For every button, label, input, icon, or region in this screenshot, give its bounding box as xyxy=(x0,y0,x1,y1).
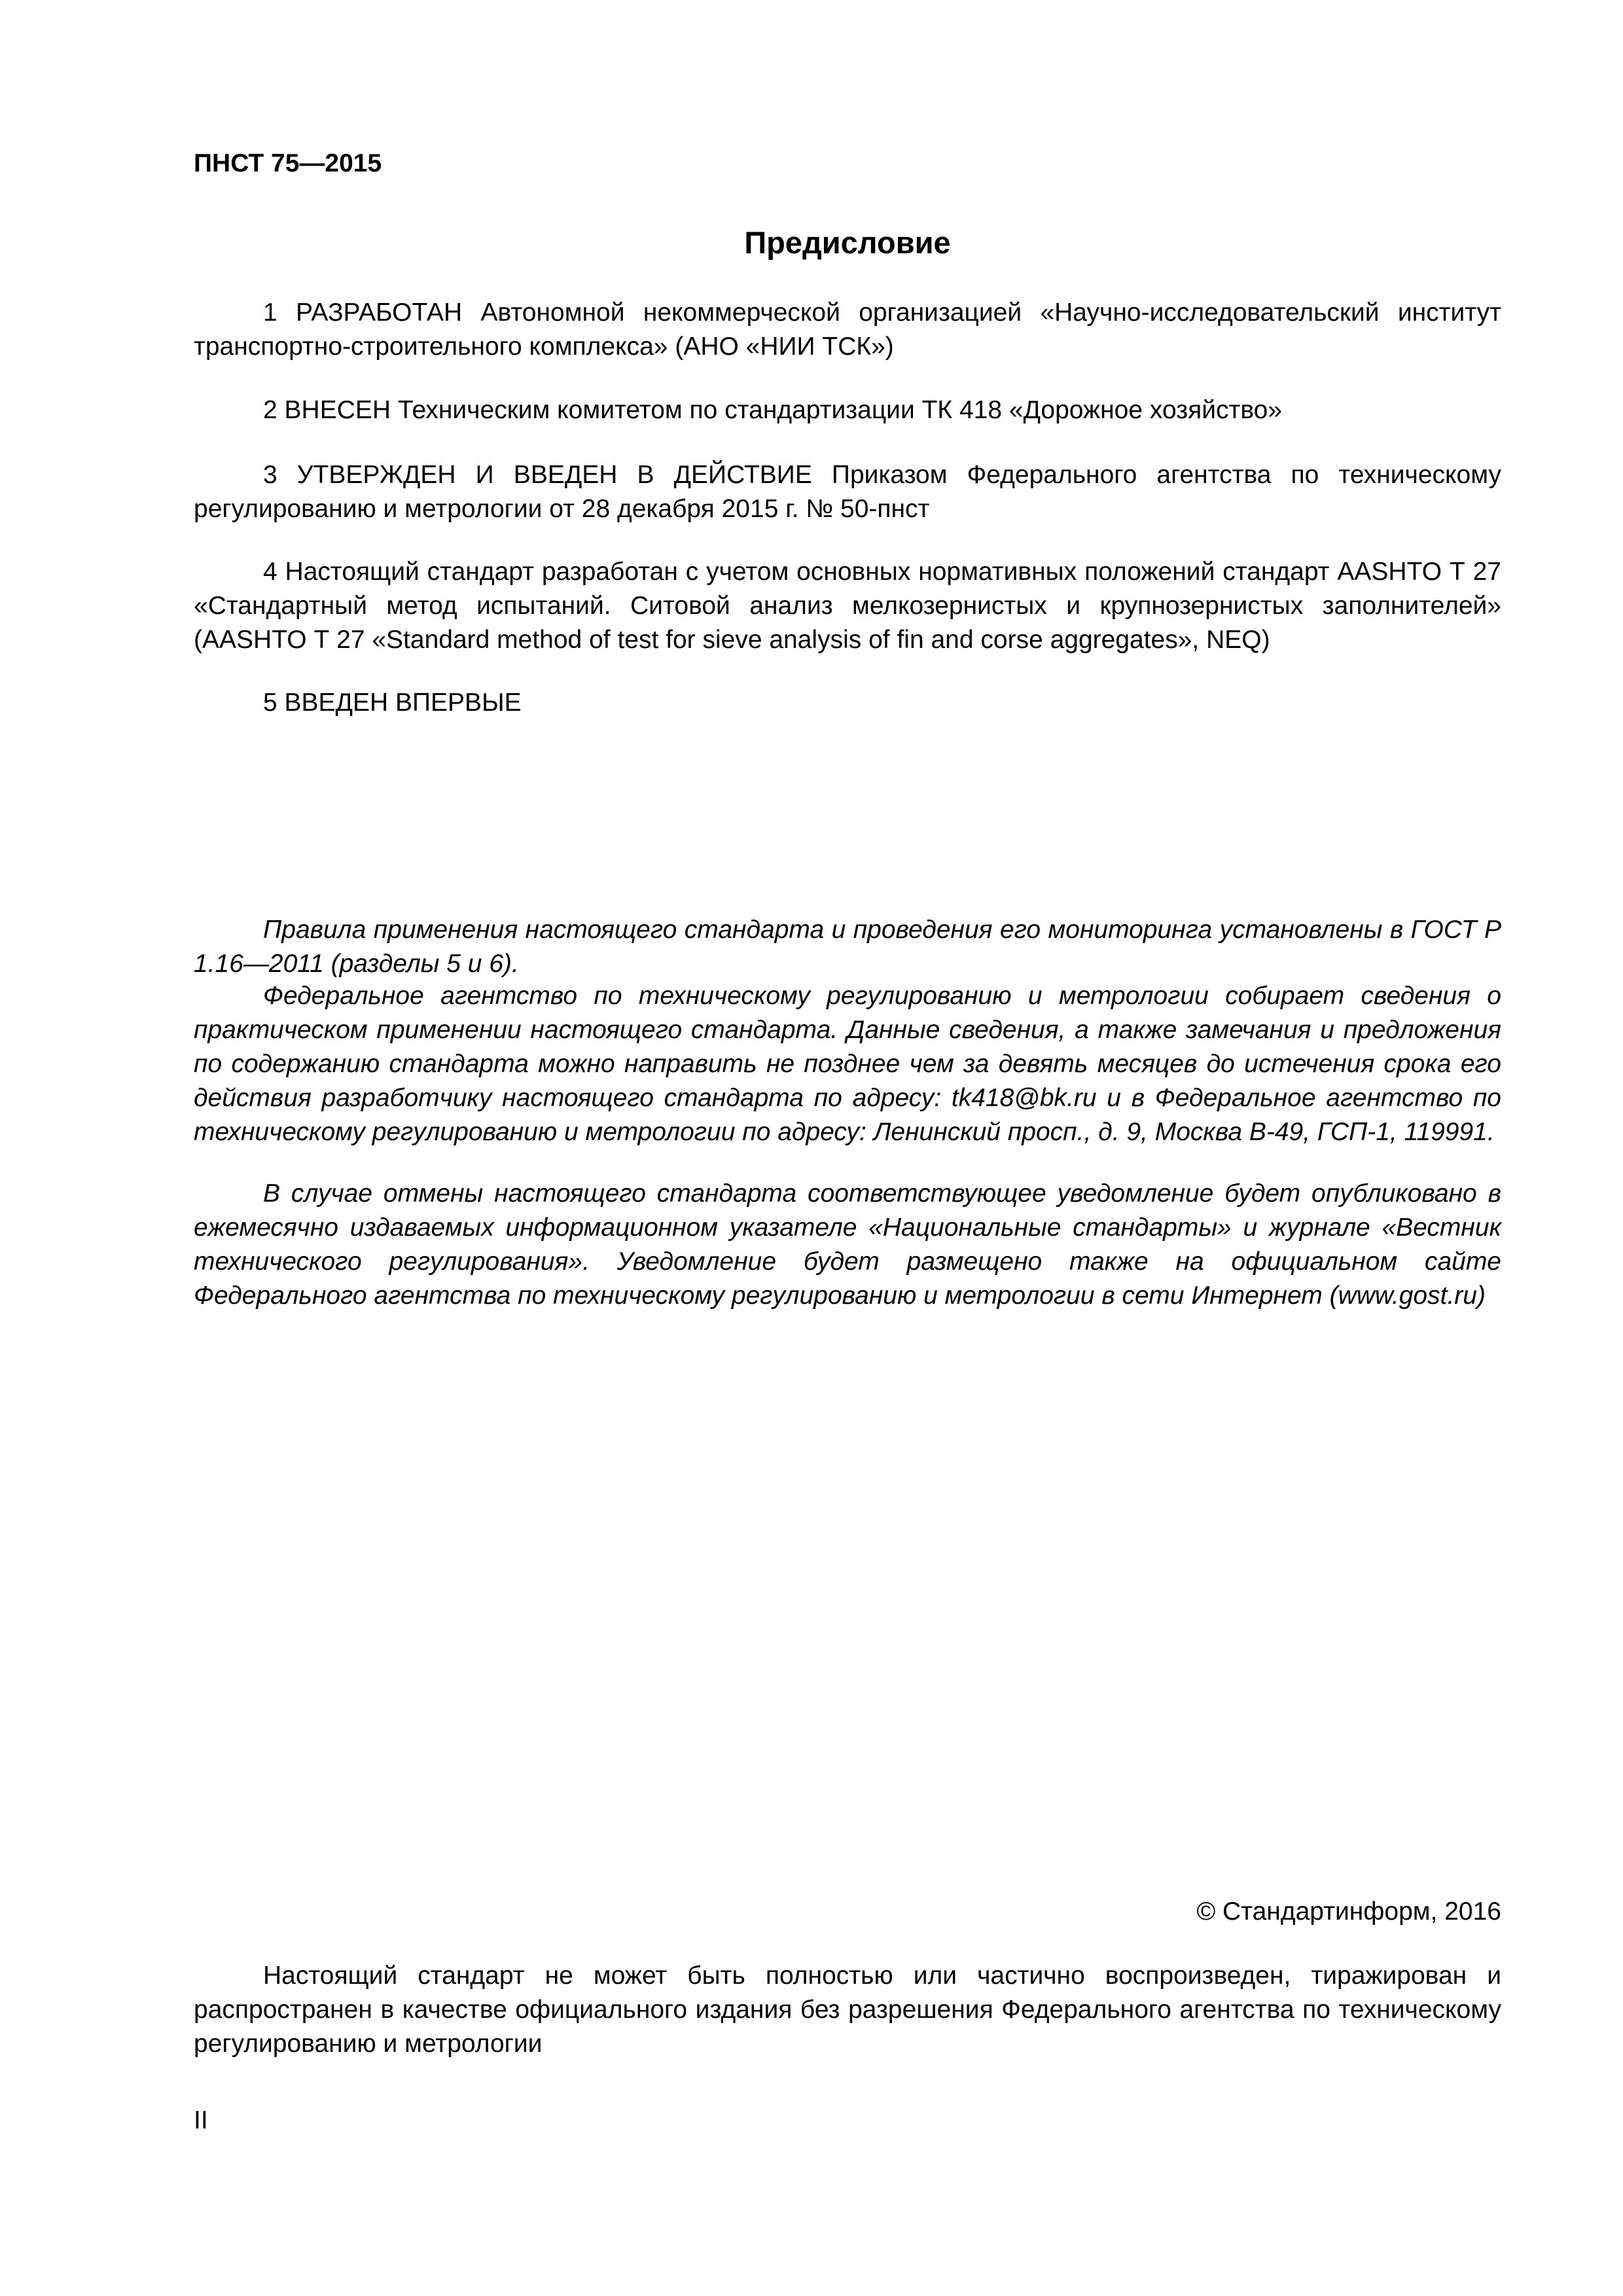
notice-paragraph-feedback: Федеральное агентство по техническому регулированию и метрологии собирает сведения о практическом применении настоящего стандарта. Данные сведения, а также замечания и предложения по содержанию стандарта можно направить не позднее чем за девять месяцев до истечения срока его действия разработчику настоящего стандарта по адресу: tk418@bk.ru и в Федеральное агентство по техническому регулированию и метрологии по адресу: Ленинский просп., д. 9, Москва В-49, ГСП-1, 119991. xyxy=(194,982,1501,1146)
copyright-line: © Стандартинформ, 2016 xyxy=(1196,1897,1501,1926)
reproduction-notice: Настоящий стандарт не может быть полностью или частично воспроизведен, тиражирован и распространен в качестве официального издания без разрешения Федерального агентства по техническому регулированию и метрологии xyxy=(194,1962,1501,2058)
document-code: ПНСТ 75—2015 xyxy=(194,149,382,177)
preface-item-3: 3 УТВЕРЖДЕН И ВВЕДЕН В ДЕЙСТВИЕ Приказом Федерального агентства по техническому регулированию и метрологии от 28 декабря 2015 г. № 50-пнст xyxy=(194,461,1501,523)
notice-paragraph-cancellation: В случае отмены настоящего стандарта соответствующее уведомление будет опубликовано в ежемесячно издаваемых информационном указателе «Национальные стандарты» и журнале «Вестник технического регулирования». Уведомление будет размещено также на официальном сайте Федерального агентства по техническому регулированию и метрологии в сети Интернет (www.gost.ru) xyxy=(194,1179,1501,1310)
preface-item-2: 2 ВНЕСЕН Техническим комитетом по стандартизации ТК 418 «Дорожное хозяйство» xyxy=(263,396,1283,424)
preface-title: Предисловие xyxy=(744,225,951,260)
page-number: II xyxy=(194,2106,208,2134)
preface-item-5: 5 ВВЕДЕН ВПЕРВЫЕ xyxy=(263,689,522,717)
preface-item-1: 1 РАЗРАБОТАН Автономной некоммерческой организацией «Научно-исследовательский институт транспортно-строительного комплекса» (АНО «НИИ ТСК») xyxy=(194,298,1501,361)
notice-paragraph-application-rules: Правила применения настоящего стандарта и проведения его мониторинга установлены в ГОСТ Р 1.16—2011 (разделы 5 и 6). xyxy=(194,916,1501,978)
preface-item-4: 4 Настоящий стандарт разработан с учетом основных нормативных положений стандарт AASHTO Т 27 «Стандартный метод испытаний. Ситовой анализ мелкозернистых и крупнозернистых заполнителей» (AASHTO Т 27 «Standard method of test for sieve analysis of fin and corse aggregates», NEQ) xyxy=(194,558,1501,654)
